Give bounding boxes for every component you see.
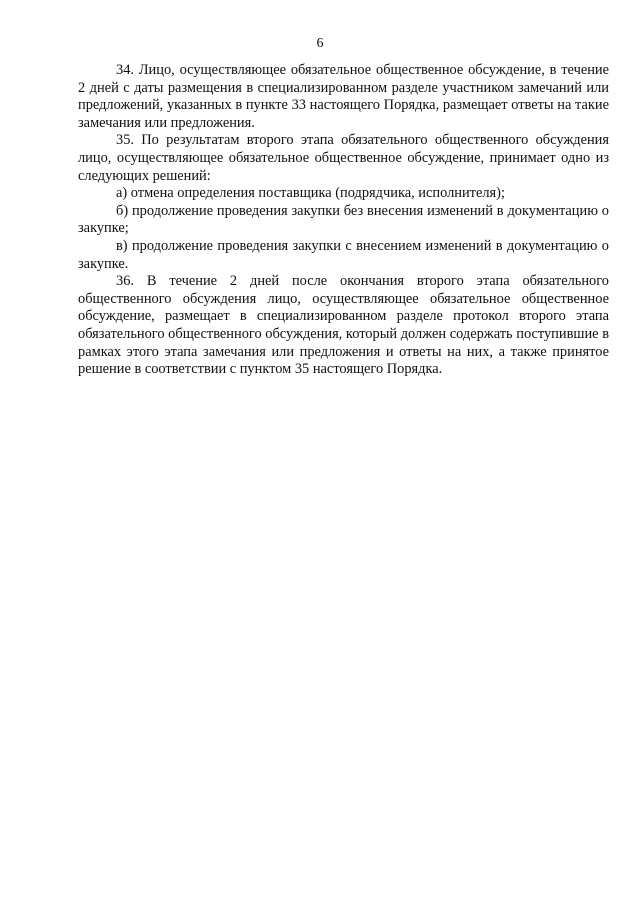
paragraph-34: 34. Лицо, осуществляющее обязательное общественное обсуждение, в течение 2 дней с даты размещения в специализированном разделе участником замечаний или предложений, указанных в пункте 33 настоящего Порядка, размещает ответы на такие замечания или предложения.: [78, 62, 609, 131]
paragraph-35-option-c: в) продолжение проведения закупки с внесением изменений в документацию о закупке.: [78, 237, 609, 272]
paragraph-35: 35. По результатам второго этапа обязательного общественного обсуждения лицо, осуществляющее обязательное общественное обсуждение, принимает одно из следующих решений:: [78, 132, 609, 184]
paragraph-35-option-b: б) продолжение проведения закупки без внесения изменений в документацию о закупке;: [78, 202, 609, 237]
page-number: 6: [316, 36, 324, 51]
paragraph-36: 36. В течение 2 дней после окончания второго этапа обязательного общественного обсуждения лицо, осуществляющее обязательное общественное обсуждение, размещает в специализированном разделе протокол второго этапа обязательного общественного обсуждения, который должен содержать поступившие в рамках этого этапа замечания или предложения и ответы на них, а также принятое решение в соответствии с пунктом 35 настоящего Порядка.: [78, 273, 609, 378]
document-body: [78, 62, 609, 379]
paragraph-35-option-a: а) отмена определения поставщика (подрядчика, исполнителя);: [116, 185, 505, 202]
